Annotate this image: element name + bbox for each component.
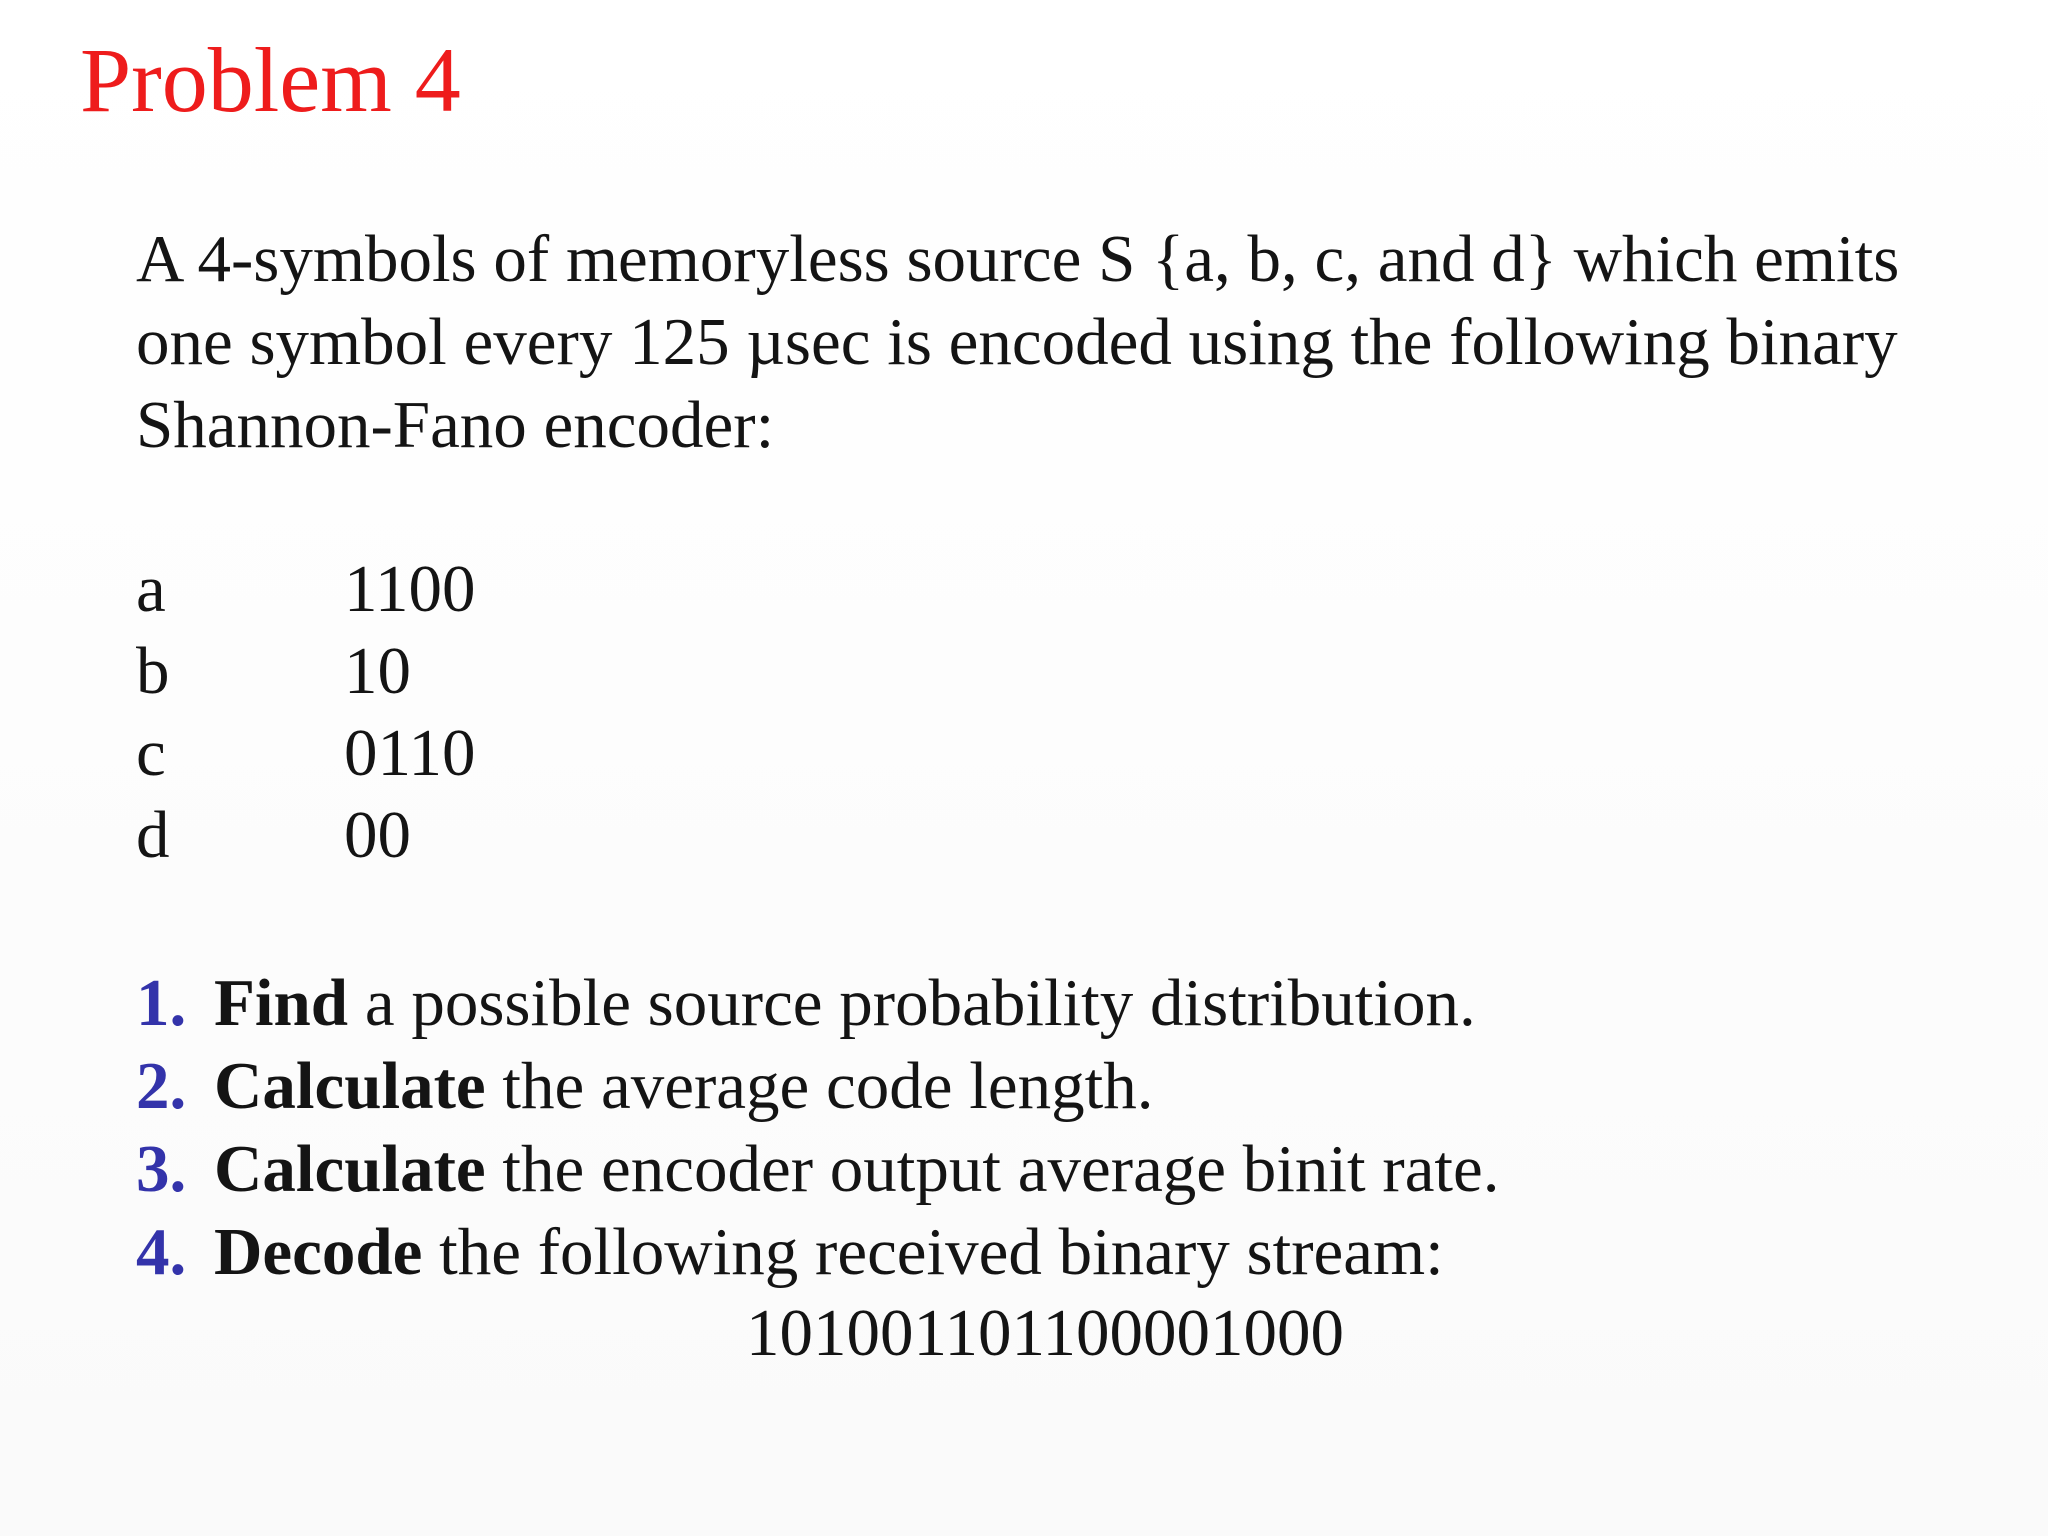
code-table xyxy=(136,548,476,876)
task-verb: Calculate xyxy=(214,1132,486,1206)
task-verb: Decode xyxy=(214,1215,423,1289)
task-item xyxy=(136,1045,1500,1128)
problem-statement-line-3: Shannon-Fano encoder: xyxy=(136,388,775,462)
code-word: 1100 xyxy=(344,552,476,626)
code-row-c xyxy=(136,712,476,794)
problem-statement-line-1: A 4-symbols of memoryless source S {a, b, c, and d} which emits xyxy=(136,222,1900,296)
code-word: 10 xyxy=(344,634,411,708)
task-verb: Find xyxy=(214,966,349,1040)
task-text: the average code length. xyxy=(485,1049,1154,1123)
code-row-b xyxy=(136,630,476,712)
task-item xyxy=(136,1128,1500,1211)
task-item xyxy=(136,1211,1500,1294)
task-text: the encoder output average binit rate. xyxy=(485,1132,1500,1206)
task-number: 3. xyxy=(136,1132,187,1206)
task-verb: Calculate xyxy=(214,1049,486,1123)
code-symbol: d xyxy=(136,798,170,872)
code-symbol: b xyxy=(136,634,170,708)
problem-statement xyxy=(136,218,1976,467)
task-number: 2. xyxy=(136,1049,187,1123)
task-number: 1. xyxy=(136,966,187,1040)
code-row-a xyxy=(136,548,476,630)
code-symbol: a xyxy=(136,552,166,626)
code-word: 0110 xyxy=(344,716,476,790)
code-word: 00 xyxy=(344,798,411,872)
received-binary-stream: 101001101100001000 xyxy=(746,1296,1345,1370)
code-row-d xyxy=(136,794,476,876)
task-item xyxy=(136,962,1500,1045)
task-list xyxy=(136,962,1500,1294)
task-text: a possible source probability distribution. xyxy=(348,966,1476,1040)
task-number: 4. xyxy=(136,1215,187,1289)
slide-title: Problem 4 xyxy=(80,29,461,131)
task-text: the following received binary stream: xyxy=(422,1215,1444,1289)
code-symbol: c xyxy=(136,716,166,790)
problem-statement-line-2: one symbol every 125 µsec is encoded using the following binary xyxy=(136,305,1898,379)
